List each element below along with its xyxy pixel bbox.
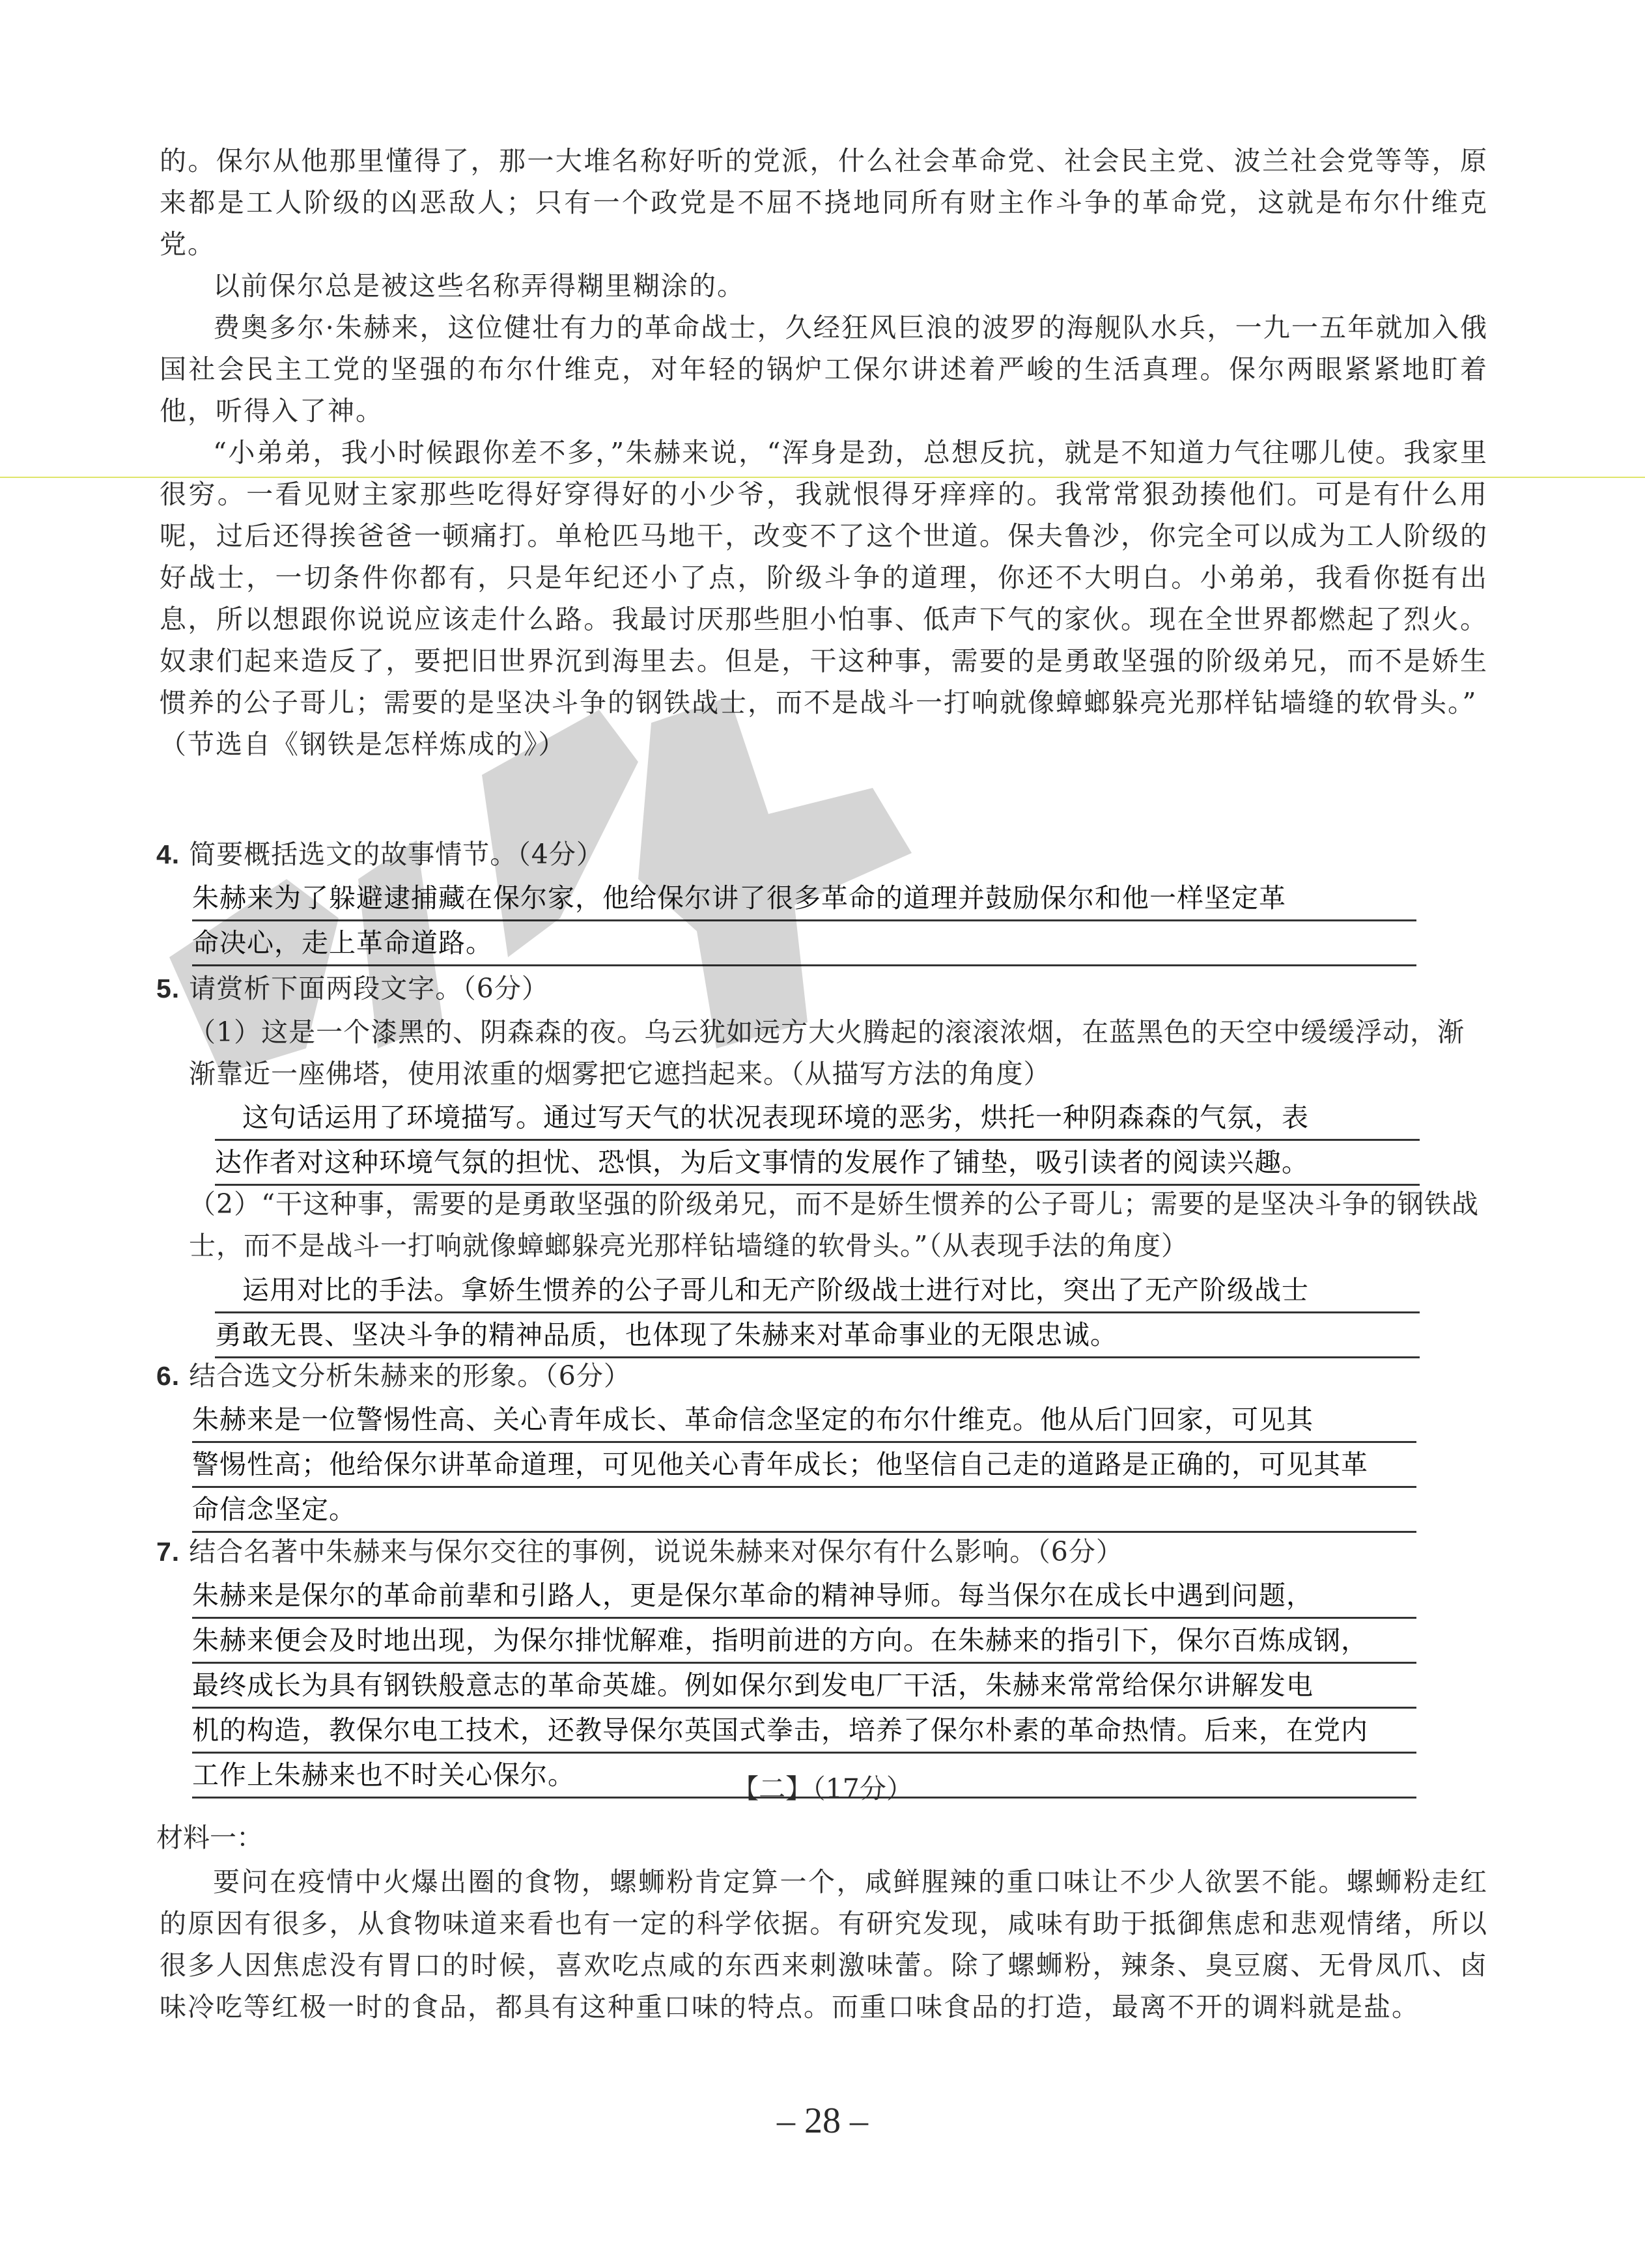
answer-line: 运用对比的手法。拿娇生惯养的公子哥儿和无产阶级战士进行对比，突出了无产阶级战士: [215, 1268, 1420, 1313]
answer-line: 工作上朱赫来也不时关心保尔。: [192, 1754, 1416, 1799]
question-7-number: 7.: [156, 1537, 180, 1567]
page-number: – 28 –: [777, 2101, 868, 2141]
question-7: [156, 1531, 1485, 1573]
passage-paragraph-4: “小弟弟，我小时候跟你差不多，”朱赫来说，“浑身是劲，总想反抗，就是不知道力气往哪儿使。我家里很穷。一看见财主家那些吃得好穿得好的小少爷，我就恨得牙痒痒的。我常常狠劲揍他们。可是有什么用呢，过后还得挨爸爸一顿痛打。单枪匹马地干，改变不了这个世道。保夫鲁沙，你完全可以成为工人阶级的好战士，一切条件你都有，只是年纪还小了点，阶级斗争的道理，你还不大明白。小弟弟，我看你挺有出息，所以想跟你说说应该走什么路。我最讨厌那些胆小怕事、低声下气的家伙。现在全世界都燃起了烈火。奴隶们起来造反了，要把旧世界沉到海里去。但是，干这种事，需要的是勇敢坚强的阶级弟兄，而不是娇生惯养的公子哥儿；需要的是坚决斗争的钢铁战士，而不是战斗一打响就像蟑螂躲亮光那样钻墙缝的软骨头。”: [160, 437, 1488, 718]
material-1-text: 要问在疫情中火爆出圈的食物，螺蛳粉肯定算一个，咸鲜腥辣的重口味让不少人欲罢不能。螺蛳粉走红的原因有很多，从食物味道来看也有一定的科学依据。有研究发现，咸味有助于抵御焦虑和悲观情绪，所以很多人因焦虑没有胃口的时候，喜欢吃点咸的东西来刺激味蕾。除了螺蛳粉，辣条、臭豆腐、无骨凤爪、卤味冷吃等红极一时的食品，都具有这种重口味的特点。而重口味食品的打造，最离不开的调料就是盐。: [160, 1866, 1488, 2023]
material-1: [160, 1861, 1488, 2028]
answer-line: 命信念坚定。: [192, 1488, 1416, 1533]
answer-line: 朱赫来便会及时地出现，为保尔排忧解难，指明前进的方向。在朱赫来的指引下，保尔百炼成钢，: [192, 1619, 1416, 1664]
answer-line: 达作者对这种环境气氛的担忧、恐惧，为后文事情的发展作了铺垫，吸引读者的阅读兴趣。: [215, 1141, 1420, 1186]
question-7-prompt: 结合名著中朱赫来与保尔交往的事例，说说朱赫来对保尔有什么影响。（6分）: [180, 1536, 1123, 1567]
question-5-sub-1-answer: [215, 1096, 1420, 1186]
question-5-sub-2: （2）“干这种事，需要的是勇敢坚强的阶级弟兄，而不是娇生惯养的公子哥儿；需要的是坚决斗争的钢铁战士，而不是战斗一打响就像蟑螂躲亮光那样钻墙缝的软骨头。”（从表现手法的角度）: [189, 1188, 1480, 1261]
passage-paragraph-2: 以前保尔总是被这些名称弄得糊里糊涂的。: [213, 270, 745, 301]
passage-paragraph-1: 的。保尔从他那里懂得了，那一大堆名称好听的党派，什么社会革命党、社会民主党、波兰社会党等等，原来都是工人阶级的凶恶敌人；只有一个政党是不屈不挠地同所有财主作斗争的革命党，这就是布尔什维克党。: [160, 145, 1488, 260]
answer-line: 朱赫来是保尔的革命前辈和引路人，更是保尔革命的精神导师。每当保尔在成长中遇到问题，: [192, 1574, 1416, 1619]
question-6-answer: [192, 1398, 1416, 1533]
question-5-sub-2-answer: [215, 1268, 1420, 1358]
material-label: 材料一：: [156, 1822, 263, 1853]
question-5-prompt: 请赏析下面两段文字。（6分）: [180, 973, 549, 1004]
passage-source: （节选自《钢铁是怎样炼成的》）: [160, 729, 567, 760]
question-4-number: 4.: [156, 839, 180, 869]
answer-line: 警惕性高；他给保尔讲革命道理，可见他关心青年成长；他坚信自己走的道路是正确的，可见其革: [192, 1443, 1416, 1488]
answer-line: 朱赫来为了躲避逮捕藏在保尔家，他给保尔讲了很多革命的道理并鼓励保尔和他一样坚定革: [192, 876, 1416, 921]
question-4-answer: [192, 876, 1416, 966]
passage-paragraph-3: 费奥多尔·朱赫来，这位健壮有力的革命战士，久经狂风巨浪的波罗的海舰队水兵，一九一五年就加入俄国社会民主工党的坚强的布尔什维克，对年轻的锅炉工保尔讲述着严峻的生活真理。保尔两眼紧紧地盯着他，听得入了神。: [160, 312, 1488, 427]
answer-line: 命决心，走上革命道路。: [192, 921, 1416, 966]
question-5: [156, 968, 1485, 1009]
section-heading: 【二】（17分）: [732, 1773, 913, 1804]
question-5-number: 5.: [156, 973, 180, 1003]
question-6-prompt: 结合选文分析朱赫来的形象。（6分）: [180, 1360, 631, 1392]
answer-line: 机的构造，教保尔电工技术，还教导保尔英国式拳击，培养了保尔朴素的革命热情。后来，在党内: [192, 1709, 1416, 1754]
question-6: [156, 1355, 1485, 1397]
passage: [160, 140, 1488, 765]
question-4-prompt: 简要概括选文的故事情节。（4分）: [180, 839, 604, 870]
question-5-sub-1: （1）这是一个漆黑的、阴森森的夜。乌云犹如远方大火腾起的滚滚浓烟，在蓝黑色的天空中缓缓浮动，渐渐靠近一座佛塔，使用浓重的烟雾把它遮挡起来。（从描写方法的角度）: [189, 1016, 1465, 1089]
answer-line: 勇敢无畏、坚决斗争的精神品质，也体现了朱赫来对革命事业的无限忠诚。: [215, 1313, 1420, 1358]
question-4: [156, 833, 1485, 875]
question-7-answer: [192, 1574, 1416, 1799]
answer-line: 最终成长为具有钢铁般意志的革命英雄。例如保尔到发电厂干活，朱赫来常常给保尔讲解发电: [192, 1664, 1416, 1709]
question-6-number: 6.: [156, 1361, 180, 1391]
answer-line: 这句话运用了环境描写。通过写天气的状况表现环境的恶劣，烘托一种阴森森的气氛，表: [215, 1096, 1420, 1141]
answer-line: 朱赫来是一位警惕性高、关心青年成长、革命信念坚定的布尔什维克。他从后门回家，可见其: [192, 1398, 1416, 1443]
